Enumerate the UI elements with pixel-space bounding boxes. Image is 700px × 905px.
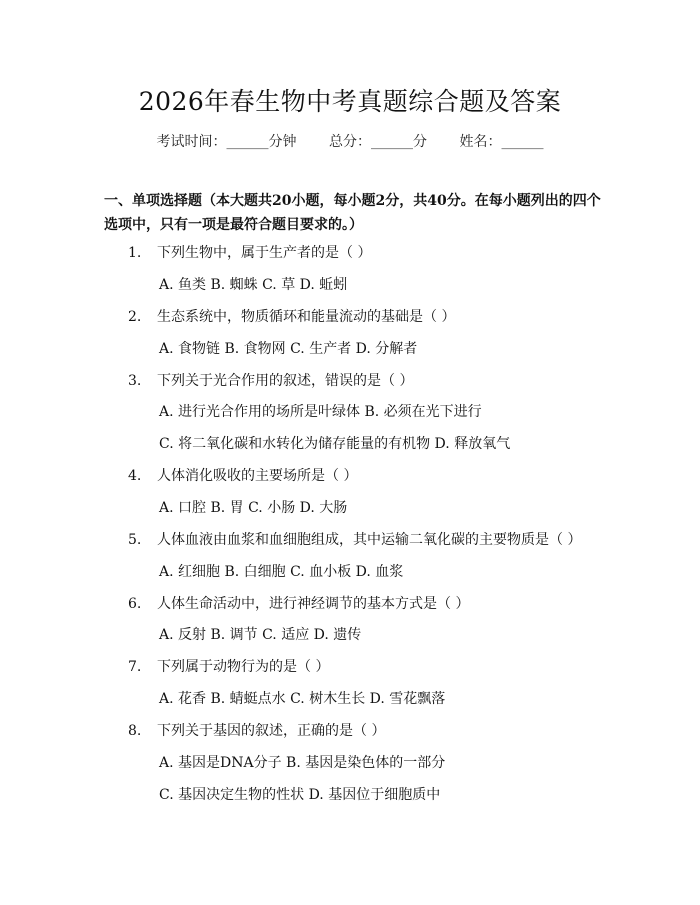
question-5-options: A. 红细胞 B. 白细胞 C. 血小板 D. 血浆 (159, 564, 404, 580)
question-number: 6. (128, 596, 142, 612)
section-heading: 一、单项选择题（本大题共20小题，每小题2分，共40分。在每小题列出的四个选项中，只有一项是最符合题目要求的。） (104, 193, 601, 233)
question-3-options-line-1: A. 进行光合作用的场所是叶绿体 B. 必须在光下进行 (159, 404, 482, 420)
question-2 (128, 307, 455, 327)
question-text: 人体消化吸收的主要场所是（ ） (157, 468, 358, 484)
question-text: 下列关于光合作用的叙述，错误的是（ ） (157, 373, 414, 389)
question-text: 下列属于动物行为的是（ ） (157, 659, 330, 675)
question-1 (128, 243, 371, 263)
student-name-field: 姓名：______ (459, 134, 544, 150)
question-number: 7. (128, 659, 142, 675)
question-8 (128, 721, 385, 741)
question-6 (128, 594, 469, 614)
exam-title: 2026年春生物中考真题综合题及答案 (138, 87, 562, 116)
question-1-options: A. 鱼类 B. 蜘蛛 C. 草 D. 蚯蚓 (159, 277, 348, 293)
question-text: 人体血液由血浆和血细胞组成，其中运输二氧化碳的主要物质是（ ） (157, 532, 582, 548)
question-text: 人体生命活动中，进行神经调节的基本方式是（ ） (157, 596, 470, 612)
question-number: 2. (128, 309, 142, 325)
question-7 (128, 657, 329, 677)
question-number: 4. (128, 468, 142, 484)
question-4-options: A. 口腔 B. 胃 C. 小肠 D. 大肠 (159, 500, 348, 516)
question-8-options-line-2: C. 基因决定生物的性状 D. 基因位于细胞质中 (159, 787, 441, 803)
exam-meta (0, 131, 700, 151)
question-text: 下列关于基因的叙述，正确的是（ ） (157, 723, 386, 739)
question-number: 5. (128, 532, 142, 548)
question-number: 3. (128, 373, 142, 389)
question-text: 生态系统中，物质循环和能量流动的基础是（ ） (157, 309, 456, 325)
question-4 (128, 466, 357, 486)
question-3 (128, 371, 413, 391)
question-6-options: A. 反射 B. 调节 C. 适应 D. 遗传 (159, 627, 362, 643)
question-2-options: A. 食物链 B. 食物网 C. 生产者 D. 分解者 (159, 341, 418, 357)
question-8-options-line-1: A. 基因是DNA分子 B. 基因是染色体的一部分 (159, 755, 446, 771)
question-5 (128, 530, 581, 550)
total-score-field: 总分：______分 (329, 134, 427, 150)
exam-time-field: 考试时间：______分钟 (156, 134, 297, 150)
question-text: 下列生物中，属于生产者的是（ ） (157, 245, 372, 261)
question-7-options: A. 花香 B. 蜻蜓点水 C. 树木生长 D. 雪花飘落 (159, 691, 446, 707)
question-number: 8. (128, 723, 142, 739)
question-3-options-line-2: C. 将二氧化碳和水转化为储存能量的有机物 D. 释放氧气 (159, 436, 511, 452)
question-number: 1. (128, 245, 142, 261)
